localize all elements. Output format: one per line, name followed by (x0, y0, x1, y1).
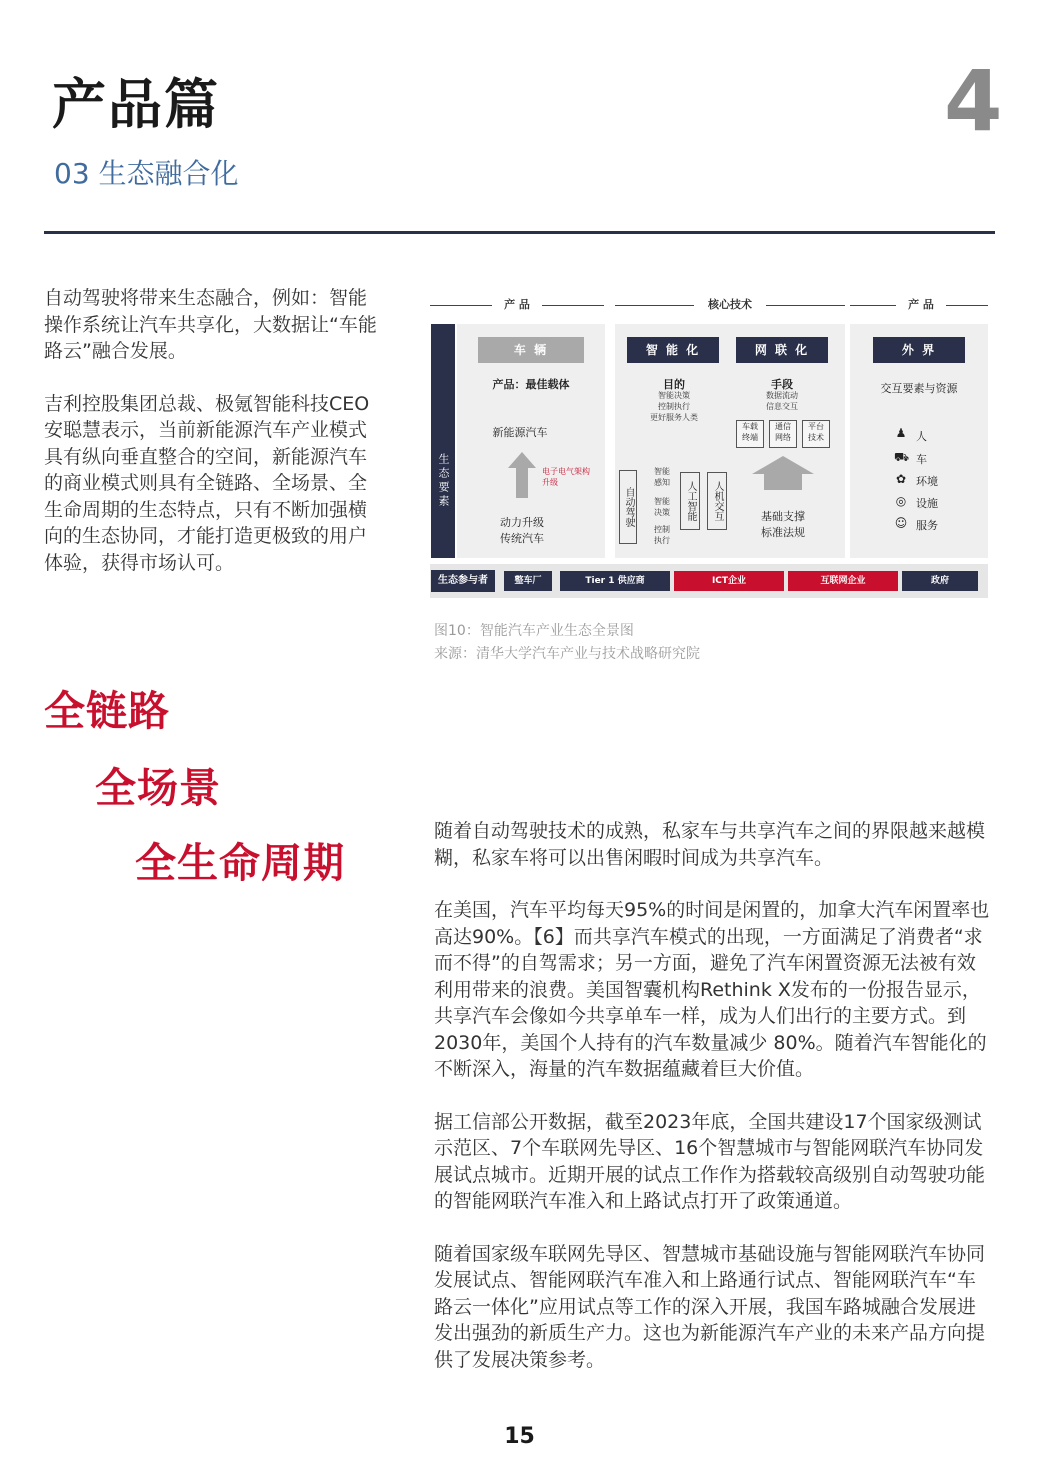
ai-label: 人工智能 (680, 472, 700, 530)
power-upgrade: 动力升级 (500, 516, 544, 529)
external-item-label: 服务 (916, 519, 938, 532)
step-execution: 控制 执行 (654, 525, 670, 545)
means-label: 手段 (771, 378, 793, 391)
section-subtitle: 03 生态融合化 (54, 157, 239, 190)
leaf-icon: ✿ (895, 472, 907, 486)
nev-label: 新能源汽车 (492, 426, 548, 439)
car-icon: ⛟ (894, 450, 910, 464)
paragraph: 随着自动驾驶技术的成熟，私家车与共享汽车之间的界限越来越模糊，私家车将可以出售闲暇时间成为共享汽车。 (434, 820, 986, 869)
right-column (434, 818, 990, 1373)
diagram-header-product-right: 产 品 (896, 292, 946, 318)
small-box-network: 通信 网络 (769, 420, 797, 448)
participants-label: 生态参与者 (431, 570, 495, 592)
external-box: 外 界 (873, 337, 965, 363)
paragraph: 吉利控股集团总裁、极氪智能科技CEO安聪慧表示，当前新能源汽车产业模式具有纵向垂直整合的空间，新能源汽车的商业模式则具有全链路、全场景、全生命周期的生态特点，只有不断加强横向的生态协同，才能打造更极致的用户体验，获得市场认可。 (44, 392, 370, 574)
ecosystem-diagram (430, 292, 988, 598)
participant-ict: ICT企业 (674, 571, 784, 591)
upgrade-arrow-icon (508, 452, 536, 498)
small-box-terminal: 车载 终端 (736, 420, 764, 448)
paragraph: 据工信部公开数据，截至2023年底，全国共建设17个国家级测试示范区、7个车联网先导区、16个智慧城市与智能网联汽车协同发展试点城市。近期开展的试点工作作为搭载较高级别自动驾驶功能的智能网联汽车准入和上路试点打开了政策通道。 (434, 1110, 986, 1212)
diagram-header-product-left: 产 品 (492, 292, 542, 318)
step-perception: 智能 感知 (654, 467, 670, 487)
figure-caption: 图10：智能汽车产业生态全景图 (434, 623, 634, 639)
base-support: 基础支撑 (761, 510, 805, 523)
paragraph: 在美国，汽车平均每天95%的时间是闲置的，加拿大汽车闲置率也高达90%。【6】而共享汽车模式的出现，一方面满足了消费者“求而不得”的自驾需求；另一方面，避免了汽车闲置资源无法被有效利用带来的浪费。美国智囊机构Rethink X发布的一份报告显示，共享汽车会像如今共享单车一样，成为人们出行的主要方式。到2030年，美国个人持有的汽车数量减少 80%。随着汽车智能化的不断深入，海量的汽车数据蕴藏着巨大价值。 (434, 899, 990, 1080)
page-title: 产品篇 (52, 73, 220, 136)
goal-label: 目的 (663, 378, 685, 391)
slogan-full-lifecycle: 全生命周期 (135, 839, 345, 887)
vehicle-box: 车 辆 (478, 337, 584, 363)
figure-source: 来源：清华大学汽车产业与技术战略研究院 (434, 646, 700, 662)
left-column (44, 285, 379, 576)
external-item-label: 车 (916, 453, 927, 466)
standards: 标准法规 (761, 526, 805, 539)
paragraph: 随着国家级车联网先导区、智慧城市基础设施与智能网联汽车协同发展试点、智能网联汽车准入和上路通行试点、智能网联汽车“车路云一体化”应用试点等工作的深入开展，我国车路城融合发展进发出强劲的新质生产力。这也为新能源汽车产业的未来产品方向提供了发展决策参考。 (434, 1242, 986, 1371)
paragraph: 自动驾驶将带来生态融合，例如：智能操作系统让汽车共享化，大数据让“车能路云”融合发展。 (44, 287, 377, 362)
external-title: 交互要素与资源 (880, 382, 958, 395)
chapter-number: 4 (944, 52, 1003, 150)
upgrade-note: 电子电气架构升级 (542, 467, 590, 487)
participant-tier1: Tier 1 供应商 (560, 571, 670, 591)
autodrive-label: 自动驾驶 (619, 470, 637, 544)
connected-box: 网 联 化 (736, 337, 828, 363)
diagram-header-core-tech: 核心技术 (694, 292, 766, 318)
step-decision: 智能 决策 (654, 497, 670, 517)
slogan-full-chain: 全链路 (44, 687, 170, 735)
side-label-ecosystem: 生态要素 (431, 324, 455, 558)
product-best-carrier: 产品：最佳载体 (492, 378, 570, 391)
external-item-label: 环境 (916, 475, 938, 488)
traditional-car: 传统汽车 (500, 532, 544, 545)
means-items: 数据流动 信息交互 (766, 391, 798, 411)
base-house-icon (752, 456, 814, 490)
external-item-label: 人 (916, 430, 927, 443)
facility-icon: ◎ (895, 494, 907, 508)
participant-government: 政府 (902, 571, 978, 591)
participant-oem: 整车厂 (504, 571, 552, 591)
slogan-full-scene: 全场景 (95, 764, 221, 812)
page-number: 15 (504, 1424, 535, 1449)
service-icon: ☺ (894, 516, 908, 530)
header-divider (44, 231, 995, 234)
external-item-label: 设施 (916, 497, 938, 510)
intelligent-box: 智 能 化 (627, 337, 719, 363)
participant-internet: 互联网企业 (788, 571, 898, 591)
person-icon: ♟ (895, 426, 907, 440)
hci-label: 人机交互 (707, 472, 727, 530)
small-box-platform: 平台 技术 (802, 420, 830, 448)
goal-items: 智能决策 控制执行 更好服务人类 (650, 391, 698, 422)
